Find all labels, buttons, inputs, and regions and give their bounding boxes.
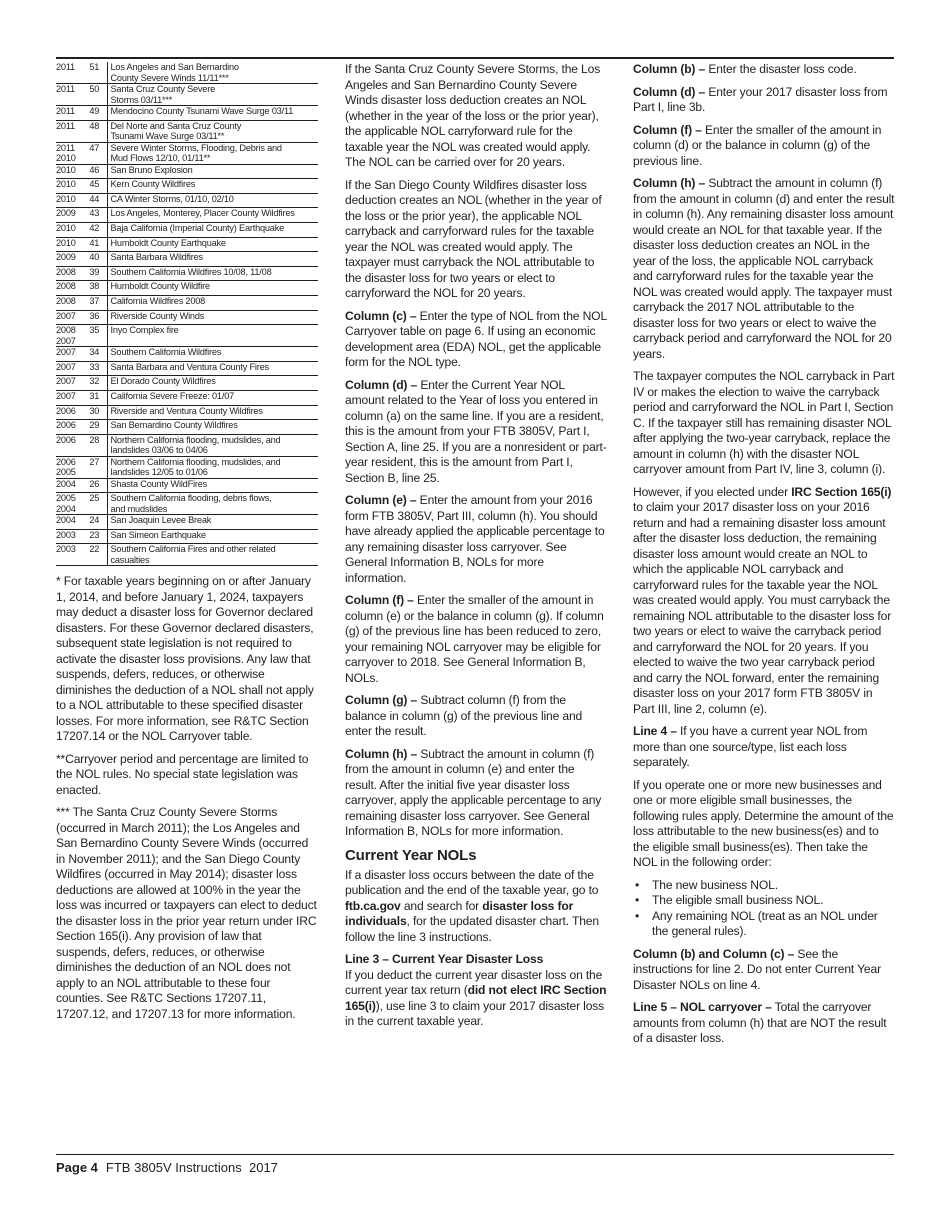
table-cell-year [56,84,82,106]
year-value: 2006 [56,405,76,416]
table-cell-description [107,120,318,142]
table-cell-year [56,266,82,281]
description-line: landslides 12/05 to 01/06 [110,467,208,478]
table-cell-code: 50 [82,84,107,106]
description-line: Southern California Fires and other related [110,544,276,555]
year-value: 2004 [56,503,76,514]
paragraph-santa-cruz-nol: If the Santa Cruz County Severe Storms, the Los Angeles and San Bernardino County Severe Winds disaster loss deduction creates an NOL (whether in the year of the loss or the prior year), the applicable NOL carryforward rule for the taxable year the NOL was created would apply. The NOL can be carried over for 20 years. [345,62,601,169]
paragraph-nol-carryback: The taxpayer computes the NOL carryback in Part IV or makes the election to waive the carryback period and carryforward the NOL in Part I, Section C. If the taxpayer still has remaining disaster NOL after applying the two-year carryback, replace the amount in column (h) with the disaster NOL carryover amount from Part IV, line 3, column (i). [633,369,895,476]
year-value: 2003 [56,544,76,555]
table-cell-code: 45 [82,179,107,194]
table-cell-year [56,478,82,493]
year-value: 2007 [56,347,76,358]
table-cell-year [56,361,82,376]
description-line: Severe Winter Storms, Flooding, Debris and [110,142,282,153]
description-line: Riverside and Ventura County Wildfires [110,405,263,416]
description-line: Southern California Wildfires [110,347,222,358]
table-cell-description [107,164,318,179]
description-line: San Bruno Explosion [110,164,193,175]
table-cell-description [107,390,318,405]
table-cell-year [56,208,82,223]
page-footer [56,1160,278,1176]
line-3-instruction: Line 3 – Current Year Disaster Loss If you deduct the current year disaster loss on the current year tax return (did not elect IRC Section 165(i)), use line 3 to claim your 2017 disaster loss in the current taxable year. [345,952,607,1028]
description-line: Baja California (Imperial County) Earthquake [110,222,285,233]
table-row [56,179,318,194]
description-line: Riverside County Winds [110,310,205,321]
table-cell-code: 48 [82,120,107,142]
table-cell-year [56,390,82,405]
table-row [56,361,318,376]
description-line: Tsunami Wave Surge 03/11** [110,131,225,142]
description-line: Northern California flooding, mudslides, and [110,456,281,467]
table-cell-code: 39 [82,266,107,281]
description-line: Humboldt County Earthquake [110,237,226,248]
year-value: 2004 [56,515,76,526]
table-cell-year [56,405,82,420]
column-c-instruction: Column (c) – Enter the type of NOL from the NOL Carryover table on page 6. If using an economic development area (EDA) NOL, get the applicable form for the NOL type. [345,308,607,369]
table-cell-code: 29 [82,420,107,435]
table-cell-code: 40 [82,252,107,267]
table-cell-year [56,544,82,566]
description-line: County Severe Winds 11/11*** [110,72,229,83]
table-cell-description [107,347,318,362]
column-e-instruction: Column (e) – Enter the amount from your 2016 form FTB 3805V, Part III, column (h). You should have already applied the applicable percentage to any remaining disaster loss carryover. See General Information B, NOLs for more information. [345,493,605,585]
table-cell-code: 31 [82,390,107,405]
year-value: 2005 [56,467,76,478]
table-cell-description [107,420,318,435]
table-cell-year [56,164,82,179]
table-row [56,434,318,456]
top-rule [56,57,894,59]
table-cell-code: 42 [82,222,107,237]
table-row [56,390,318,405]
table-cell-year [56,237,82,252]
column-h-instruction-line3: Column (h) – Subtract the amount in column (f) from the amount in column (d) and enter the result in column (h). Any remaining disaster loss amount would create an NOL for that taxable year. If the disaster loss deduction creates an NOL in the year of the loss, the applicable NOL carryback and carryforward rules for the taxable year the NOL was created would apply. The taxpayer must carryback the 2017 NOL attributable to the disaster loss for two years or elect to waive the carryback period and carryforward the NOL for 20 years. [633,176,895,361]
table-row [56,222,318,237]
table-cell-year [56,310,82,325]
table-row [56,529,318,544]
table-cell-description [107,222,318,237]
column-middle [345,62,607,1037]
table-cell-year [56,179,82,194]
table-cell-code: 38 [82,281,107,296]
description-line: Santa Barbara and Ventura County Fires [110,361,269,372]
year-value: 2008 [56,266,76,277]
table-row [56,456,318,478]
year-value: 2007 [56,310,76,321]
year-value: 2010 [56,179,76,190]
table-cell-code: 27 [82,456,107,478]
table-row [56,62,318,84]
paragraph-irc-165i: However, if you elected under IRC Section 165(i) to claim your 2017 disaster loss on your 2016 return and had a remaining disaster loss amount after the disaster loss deduction, the remaining disaster loss amount would create an NOL to which the applicable NOL carryback and carryforward rules for the taxable year the NOL was created would apply. You must carryback the remaining NOL attributable to the disaster loss for two years or elect to waive the carryback period and carryforward the NOL for 20 years. If you elected to waive the two year carryback period and carry the NOL forward, enter the remaining disaster loss on your 2017 form FTB 3805V in Part III, line 2, column (e). [633,484,892,716]
table-row [56,281,318,296]
description-line: Northern California flooding, mudslides, and [110,434,281,445]
table-cell-description [107,456,318,478]
table-cell-code: 22 [82,544,107,566]
table-cell-description [107,142,318,164]
description-line: El Dorado County Wildfires [110,376,216,387]
year-value: 2010 [56,237,76,248]
table-cell-description [107,434,318,456]
table-row [56,237,318,252]
year-value: 2008 [56,325,76,336]
table-cell-year [56,106,82,121]
year-value: 2006 [56,420,76,431]
table-cell-year [56,420,82,435]
table-cell-year [56,295,82,310]
year-value: 2011 [56,120,75,131]
year-value: 2007 [56,390,76,401]
table-cell-description [107,295,318,310]
year-value: 2009 [56,252,76,263]
table-cell-description [107,515,318,530]
table-row [56,478,318,493]
description-line: San Simeon Earthquake [110,529,206,540]
table-row [56,310,318,325]
year-value: 2009 [56,208,76,219]
table-cell-description [107,361,318,376]
year-value: 2007 [56,376,76,387]
table-cell-code: 43 [82,208,107,223]
description-line: CA Winter Storms, 01/10, 02/10 [110,193,234,204]
table-cell-description [107,325,318,347]
table-row [56,106,318,121]
table-cell-year [56,222,82,237]
description-line: Shasta County WildFires [110,478,207,489]
description-line: Kern County Wildfires [110,179,196,190]
table-cell-description [107,529,318,544]
table-cell-year [56,142,82,164]
column-d-instruction-line3: Column (d) – Enter your 2017 disaster loss from Part I, line 3b. [633,84,888,114]
table-cell-year [56,529,82,544]
footnote-single-asterisk: * For taxable years beginning on or after January 1, 2014, and before January 1, 2024, taxpayers may deduct a disaster loss for Governor declared disasters. For these Governor declared disasters, subsequent state legislation is not required to activate the disaster loss provisions. Any law that suspends, defers, reduces, or otherwise diminishes the deduction of a NOL shall not apply to a NOL attributable to these specified disaster losses. For more information, see R&TC Section 17207.14 or the NOL Carryover table. [56,574,314,744]
year-value: 2006 [56,434,76,445]
list-item: • The new business NOL. [633,878,895,894]
line-5-instruction: Line 5 – NOL carryover – Total the carryover amounts from column (h) that are NOT the result of a disaster loss. [633,1000,887,1045]
table-cell-code: 35 [82,325,107,347]
table-cell-code: 23 [82,529,107,544]
year-value: 2005 [56,493,76,504]
footnote-double-asterisk: **Carryover period and percentage are limited to the NOL rules. No special state legislation was enacted. [56,751,309,797]
table-cell-code: 30 [82,405,107,420]
footnotes [56,574,318,1022]
table-row [56,493,318,515]
table-row [56,120,318,142]
paragraph-new-business: If you operate one or more new businesses and one or more eligible small businesses, the following rules apply. Determine the amount of the loss attributable to the new business(es) and to the eligible small business(es). Then take the NOL in the following order: [633,777,894,869]
description-line: and mudslides [110,503,168,514]
description-line: California Severe Freeze: 01/07 [110,390,235,401]
current-year-paragraph: If a disaster loss occurs between the date of the publication and the end of the taxable year, go to ftb.ca.gov and search for disaster loss for individuals, for the updated disaster chart. Then follow the line 3 instructions. [345,867,599,944]
table-cell-description [107,405,318,420]
year-value: 2004 [56,478,76,489]
table-row [56,84,318,106]
footer-title: FTB 3805V Instructions 2017 [105,1160,278,1175]
table-row [56,515,318,530]
line-4-instruction: Line 4 – If you have a current year NOL from more than one source/type, list each loss separately. [633,724,868,769]
table-cell-code: 33 [82,361,107,376]
description-line: California Wildfires 2008 [110,295,206,306]
table-cell-description [107,62,318,84]
table-row [56,405,318,420]
table-cell-description [107,106,318,121]
description-line: Inyo Complex fire [110,325,179,336]
table-row [56,142,318,164]
description-line: Santa Cruz County Severe [110,84,215,94]
column-right [633,62,895,1054]
year-value: 2003 [56,529,76,540]
table-cell-description [107,281,318,296]
description-line: Humboldt County Wildfire [110,281,210,292]
paragraph-san-diego-nol: If the San Diego County Wildfires disaster loss deduction creates an NOL (whether in the year of the loss or the prior year), the applicable NOL carryback and carryforward rules for the taxable year the NOL was created would apply. The taxpayer must carryback the NOL attributable to the disaster loss for two years or elect to carryforward the NOL for 20 years. [345,177,602,300]
table-cell-description [107,179,318,194]
description-line: Mendocino County Tsunami Wave Surge 03/11 [110,106,294,116]
year-value: 2007 [56,361,76,372]
table-cell-code: 34 [82,347,107,362]
table-cell-year [56,376,82,391]
year-value: 2011 [56,84,75,94]
description-line: Los Angeles and San Bernardino [110,62,239,72]
table-cell-year [56,193,82,208]
table-cell-year [56,281,82,296]
description-line: casualties [110,554,150,565]
table-cell-code: 49 [82,106,107,121]
footnote-triple-asterisk: *** The Santa Cruz County Severe Storms (occurred in March 2011); the Los Angeles and San Bernardino County Severe Winds (occurred in November 2011); and the San Diego County Wildfires (occurred in May 2014); disaster loss deductions are allowed at 100% in the year the loss was incurred or taxpayers can elect to deduct the disaster loss in the prior year return under IRC Section 165(i). Any provision of law that suspends, defers, reduces, or otherwise diminishes the deduction of an NOL does not apply to an NOL attributable to these four counties. See R&TC Sections 17207.11, 17207.12, and 17207.13 for more information. [56,805,317,1021]
nol-order-list [633,878,895,940]
table-row [56,347,318,362]
table-cell-code: 44 [82,193,107,208]
description-line: Del Norte and Santa Cruz County [110,120,242,131]
table-row [56,266,318,281]
table-cell-description [107,544,318,566]
table-row [56,420,318,435]
column-f-instruction-line3: Column (f) – Enter the smaller of the amount in column (d) or the balance in column (g) of the previous line. [633,122,882,168]
table-cell-year [56,62,82,84]
table-cell-description [107,84,318,106]
year-value: 2010 [56,164,76,175]
table-cell-code: 28 [82,434,107,456]
table-row [56,376,318,391]
table-cell-description [107,266,318,281]
table-cell-description [107,493,318,515]
column-b-instruction: Column (b) – Enter the disaster loss code. [633,62,857,76]
table-cell-year [56,434,82,456]
description-line: San Joaquin Levee Break [110,515,212,526]
table-cell-code: 37 [82,295,107,310]
description-line: landslides 03/06 to 04/06 [110,445,208,456]
table-row [56,252,318,267]
description-line: Los Angeles, Monterey, Placer County Wildfires [110,208,295,219]
year-value: 2011 [56,142,75,153]
description-line: San Bernardino County Wildfires [110,420,238,431]
year-value: 2010 [56,153,76,164]
table-cell-code: 32 [82,376,107,391]
section-heading-current-year-nols: Current Year NOLs [345,846,477,864]
table-cell-year [56,120,82,142]
column-g-instruction: Column (g) – Subtract column (f) from the balance in column (g) of the previous line and enter the result. [345,693,583,738]
table-cell-code: 41 [82,237,107,252]
table-row [56,544,318,566]
table-cell-description [107,478,318,493]
table-cell-description [107,310,318,325]
table-cell-description [107,376,318,391]
table-cell-year [56,493,82,515]
table-cell-description [107,193,318,208]
table-cell-year [56,252,82,267]
table-cell-description [107,237,318,252]
table-cell-description [107,252,318,267]
table-cell-code: 46 [82,164,107,179]
page-number: Page 4 [56,1160,98,1175]
table-row [56,208,318,223]
column-left [56,62,318,1029]
disaster-code-table [56,62,318,566]
table-row [56,164,318,179]
table-cell-code: 25 [82,493,107,515]
year-value: 2007 [56,335,76,346]
description-line: Storms 03/11*** [110,94,173,105]
column-h-instruction: Column (h) – Subtract the amount in column (f) from the amount in column (e) and enter the result. After the initial five year disaster loss carryover, apply the applicable percentage to any remaining disaster loss carryover. See General Information B, NOLs for more information. [345,746,602,838]
table-row [56,325,318,347]
table-cell-code: 24 [82,515,107,530]
description-line: Mud Flows 12/10, 01/11** [110,153,211,164]
description-line: Southern California Wildfires 10/08, 11/08 [110,266,272,277]
table-cell-year [56,325,82,347]
table-cell-year [56,456,82,478]
ftb-website-link[interactable]: ftb.ca.gov [345,898,401,913]
year-value: 2008 [56,281,76,292]
year-value: 2011 [56,62,75,72]
table-cell-year [56,347,82,362]
table-cell-code: 51 [82,62,107,84]
description-line: Santa Barbara Wildfires [110,252,203,263]
table-cell-code: 47 [82,142,107,164]
year-value: 2010 [56,193,76,204]
column-d-instruction: Column (d) – Enter the Current Year NOL amount related to the Year of loss you entered in column (a) on the same line. If you are a resident, this is the amount from your FTB 3805V, Part I, Section A, line 25. If you are a nonresident or part-year resident, this is the amount from Part I, Section B, line 25. [345,377,607,485]
list-item: • The eligible small business NOL. [633,893,895,909]
year-value: 2010 [56,222,76,233]
table-row [56,295,318,310]
column-f-instruction: Column (f) – Enter the smaller of the amount in column (e) or the balance in column (g). If column (g) of the previous line has been reduced to zero, your remaining NOL carryover may be eligible for carryover to 2018. See General Information B, NOLs. [345,593,604,685]
description-line: Southern California flooding, debris flows, [110,493,272,504]
table-cell-code: 26 [82,478,107,493]
list-item: • Any remaining NOL (treat as an NOL under the general rules). [633,909,895,940]
bottom-rule [56,1154,894,1155]
year-value: 2011 [56,106,75,116]
table-cell-code: 36 [82,310,107,325]
year-value: 2008 [56,295,76,306]
year-value: 2006 [56,456,76,467]
column-b-c-instruction: Column (b) and Column (c) – See the instructions for line 2. Do not enter Current Year Disaster NOLs on line 4. [633,946,881,992]
table-cell-description [107,208,318,223]
table-cell-year [56,515,82,530]
table-row [56,193,318,208]
